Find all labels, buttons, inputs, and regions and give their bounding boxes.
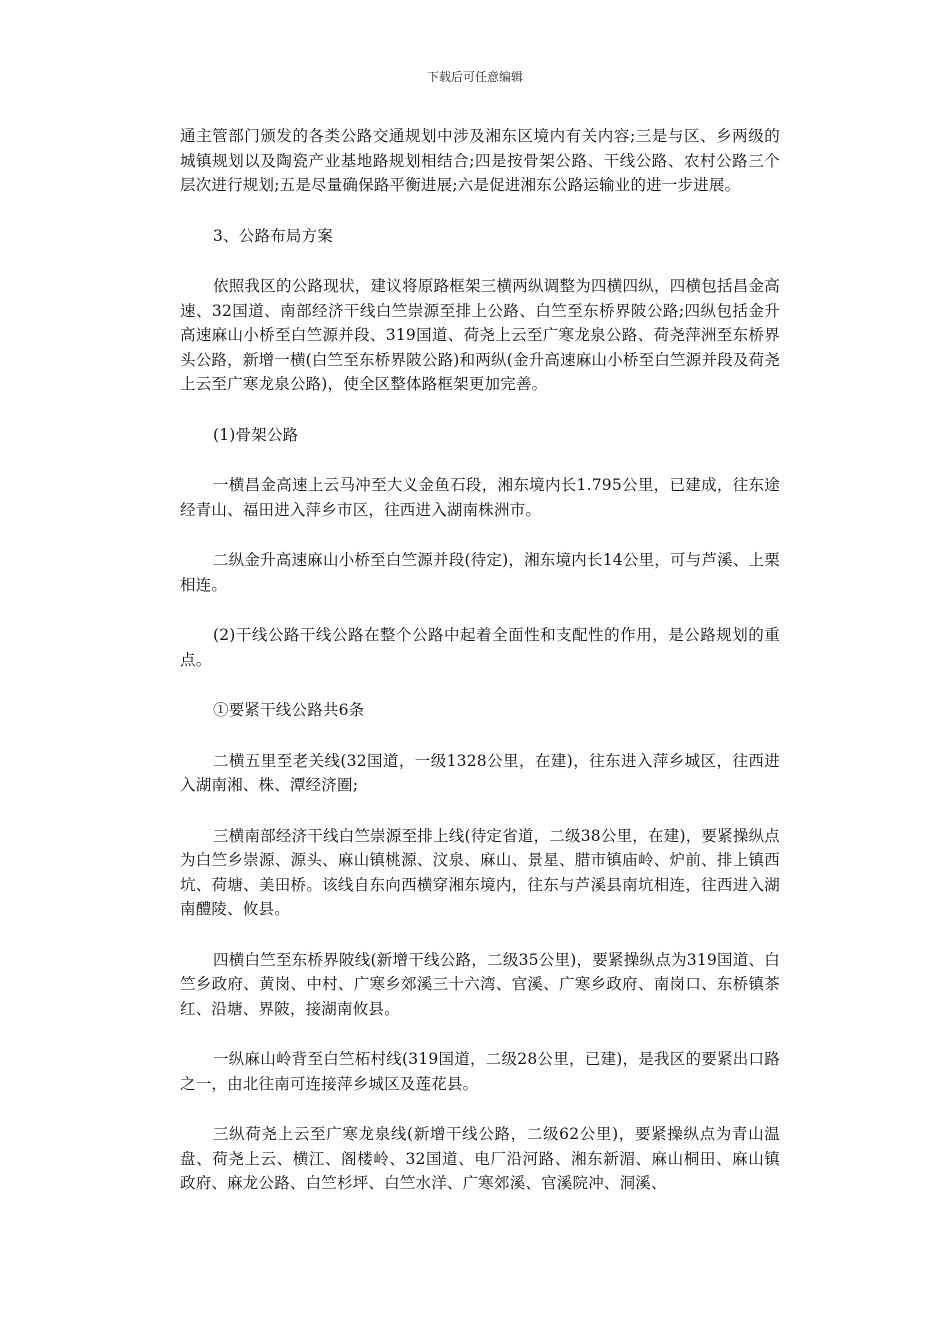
paragraph-horizontal-2: 二横五里至老关线(32国道，一级1328公里，在建)，往东进入萍乡城区，往西进入湖南湘、株、潭经济圈; [180,751,780,794]
paragraph-vertical-2: 二纵金升高速麻山小桥至白竺源并段(待定)，湘东境内长14公里，可与芦溪、上栗相连。 [180,551,780,594]
paragraph-horizontal-3: 三横南部经济干线白竺崇源至排上线(待定省道，二级38公里，在建)，要紧操纵点为白竺乡崇源、源头、麻山镇桃源、汶泉、麻山、景星、腊市镇庙岭、炉前、排上镇西坑、荷塘、美田桥。该线自东向西横穿湘东境内，往东与芦溪县南坑相连，往西进入湖南醴陵、攸县。 [180,826,780,918]
subheading-backbone-roads: (1)骨架公路 [213,425,299,444]
document-body [180,124,780,1222]
section-heading-layout-plan: 3、公路布局方案 [213,226,333,245]
subheading-trunk-roads: (2)干线公路干线公路在整个公路中起着全面性和支配性的作用，是公路规划的重点。 [180,626,780,669]
paragraph-vertical-1: 一纵麻山岭背至白竺柘村线(319国道，二级28公里，已建)，是我区的要紧出口路之一，由北往南可连接萍乡城区及莲花县。 [180,1050,780,1093]
paragraph-layout-proposal: 依照我区的公路现状，建议将原路框架三横两纵调整为四横四纵，四横包括昌金高速、32国道、南部经济干线白竺崇源至排上公路、白竺至东桥界陂公路;四纵包括金升高速麻山小桥至白竺源并段、319国道、荷尧上云至广寒龙泉公路、荷尧萍洲至东桥界头公路，新增一横(白竺至东桥界陂公路)和两纵(金升高速麻山小桥至白竺源并段及荷尧上云至广寒龙泉公路)，使全区整体路框架更加完善。 [180,277,780,393]
page-header: 下载后可任意编辑 [426,70,523,84]
subheading-main-trunk-roads: ①要紧干线公路共6条 [213,701,365,719]
paragraph-horizontal-4: 四横白竺至东桥界陂线(新增干线公路，二级35公里)，要紧操纵点为319国道、白竺乡政府、黄岗、中村、广寒乡郊溪三十六湾、官溪、广寒乡政府、南岗口、东桥镇茶红、沿塘、界陂，接湖南攸县。 [180,950,780,1018]
paragraph-1: 通主管部门颁发的各类公路交通规划中涉及湘东区境内有关内容;三是与区、乡两级的城镇规划以及陶瓷产业基地路规划相结合;四是按骨架公路、干线公路、农村公路三个层次进行规划;五是尽量确保路平衡进展;六是促进湘东公路运输业的进一步进展。 [180,127,780,194]
paragraph-horizontal-1: 一横昌金高速上云马冲至大义金鱼石段，湘东境内长1.795公里，已建成，往东途经青山、福田进入萍乡市区，往西进入湖南株洲市。 [180,476,780,519]
paragraph-vertical-3: 三纵荷尧上云至广寒龙泉线(新增干线公路，二级62公里)，要紧操纵点为青山温盘、荷尧上云、横江、阁楼岭、32国道、电厂沿河路、湘东新湄、麻山桐田、麻山镇政府、麻龙公路、白竺杉坪、白竺水洋、广寒郊溪、官溪院冲、洞溪、 [180,1125,780,1192]
